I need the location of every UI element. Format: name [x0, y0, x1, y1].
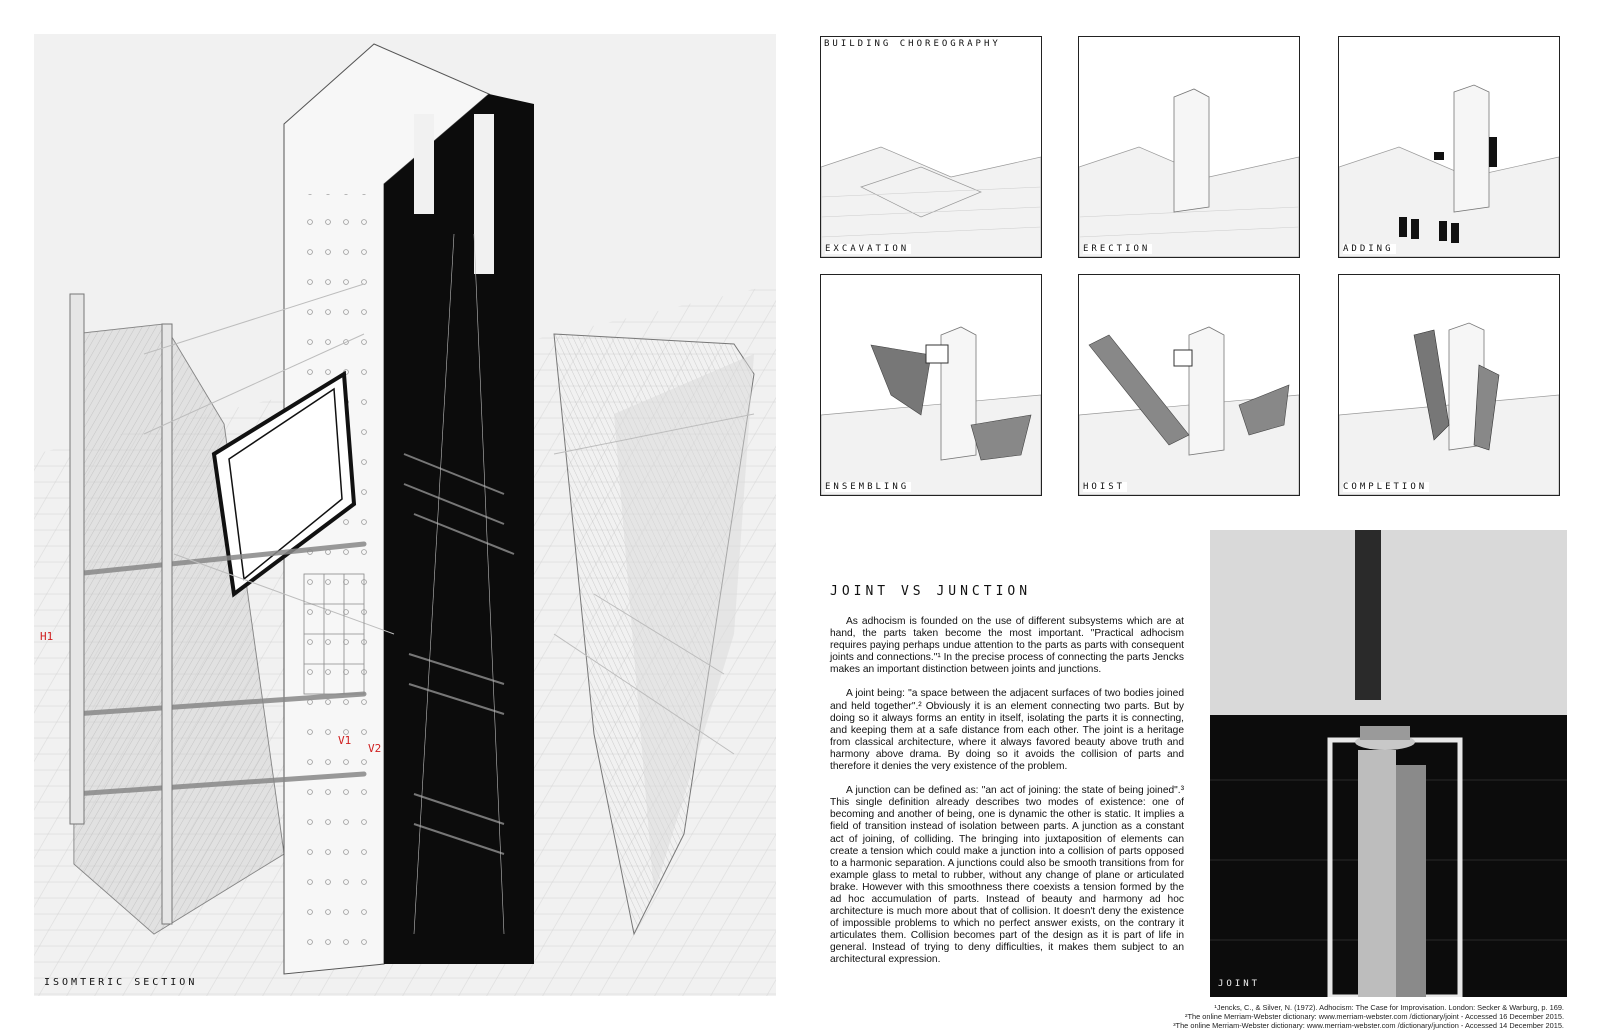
- panel-label-excavation: EXCAVATION: [825, 244, 910, 254]
- panel-erection: [1078, 36, 1300, 258]
- ensembling-illustration: [821, 275, 1041, 495]
- panel-label-ensembling: ENSEMBLING: [825, 482, 910, 492]
- panel-adding: [1338, 36, 1560, 258]
- article-title: JOINT VS JUNCTION: [830, 584, 1032, 599]
- footnotes: [824, 1003, 1564, 1030]
- panel-label-hoist: HOIST: [1083, 482, 1126, 492]
- panel-completion: [1338, 274, 1560, 496]
- footnote: ²The online Merriam-Webster dictionary: www.merriam-webster.com /dictionary/joint - Accessed 16 December 2015.: [1185, 1012, 1564, 1021]
- article-paragraph: As adhocism is founded on the use of different subsystems which are at hand, the parts taken become the most important. "Practical adhocism requires paying perhaps undue attention to the parts as parts with consequent joints and connections."¹ In the precise process of connecting the parts Jencks makes an important distinction between joints and junctions.: [830, 616, 1184, 676]
- hoist-illustration: [1079, 275, 1299, 495]
- joint-photo: [1210, 530, 1567, 997]
- panel-label-completion: COMPLETION: [1343, 482, 1428, 492]
- article-paragraph: A joint being: "a space between the adjacent surfaces of two bodies joined and held together".² Obviously it is an element connecting two parts. But by doing so it always forms an entity in itself, isolating the parts it is connecting, and keeping them at a safe distance from each other. The joint is a heritage from classical architecture, where it always favored beauty above truth and harmony above drama. By doing so it avoids the collision of parts and therefore it denies the very existence of the problem.: [830, 688, 1184, 773]
- panel-hoist: [1078, 274, 1300, 496]
- panel-ensembling: [820, 274, 1042, 496]
- erection-illustration: [1079, 37, 1299, 257]
- panel-excavation: [820, 36, 1042, 258]
- photo-caption: JOINT: [1218, 979, 1261, 989]
- footnote: ³The online Merriam-Webster dictionary: www.merriam-webster.com /dictionary/junction - Accessed 14 December 2015.: [1173, 1021, 1564, 1030]
- marker-v1: V1: [338, 734, 352, 747]
- article-paragraph: A junction can be defined as: "an act of joining: the state of being joined".³ This single definition already describes two modes of existence: one of becoming and another of being, one is dynamic the other is static. It implies a field of transition instead of isolation between parts. A junction as a constant act of joining, of colliding. The bringing into juxtaposition of elements can create a tension which could make a junction into a collision of parts opposed to a harmonic separation. A junctions could also be smooth transitions from for example glass to metal to rubber, without any change of plane or articulated brake. However with this smoothness there coexists a tension formed by the ad hoc accumulation of parts. Instead of beauty and harmony ad hoc architecture is much more about that of collision. It doesn't deny the existence of impossible problems to which no perfect answer exists, on the contrary it articulates them. Collision becomes part of the design as it is part of life in general. Instead of trying to deny difficulties, it makes them subject to an architectural expression.: [830, 785, 1184, 966]
- isometric-section-drawing: [34, 34, 776, 996]
- article-body: [830, 616, 1184, 979]
- joint-photo-illustration: [1210, 530, 1567, 997]
- isometric-caption: ISOMTERIC SECTION: [44, 977, 198, 988]
- completion-illustration: [1339, 275, 1559, 495]
- isometric-section-illustration: [34, 34, 776, 996]
- choreography-title: BUILDING CHOREOGRAPHY: [824, 39, 1001, 49]
- marker-h1: H1: [40, 630, 54, 643]
- footnote: ¹Jencks, C., & Silver, N. (1972). Adhocism: The Case for Improvisation. London: Secker & Warburg, p. 169.: [1214, 1003, 1564, 1012]
- adding-illustration: [1339, 37, 1559, 257]
- panel-label-erection: ERECTION: [1083, 244, 1151, 254]
- panel-label-adding: ADDING: [1343, 244, 1394, 254]
- marker-v2: V2: [368, 742, 382, 755]
- excavation-illustration: [821, 37, 1041, 257]
